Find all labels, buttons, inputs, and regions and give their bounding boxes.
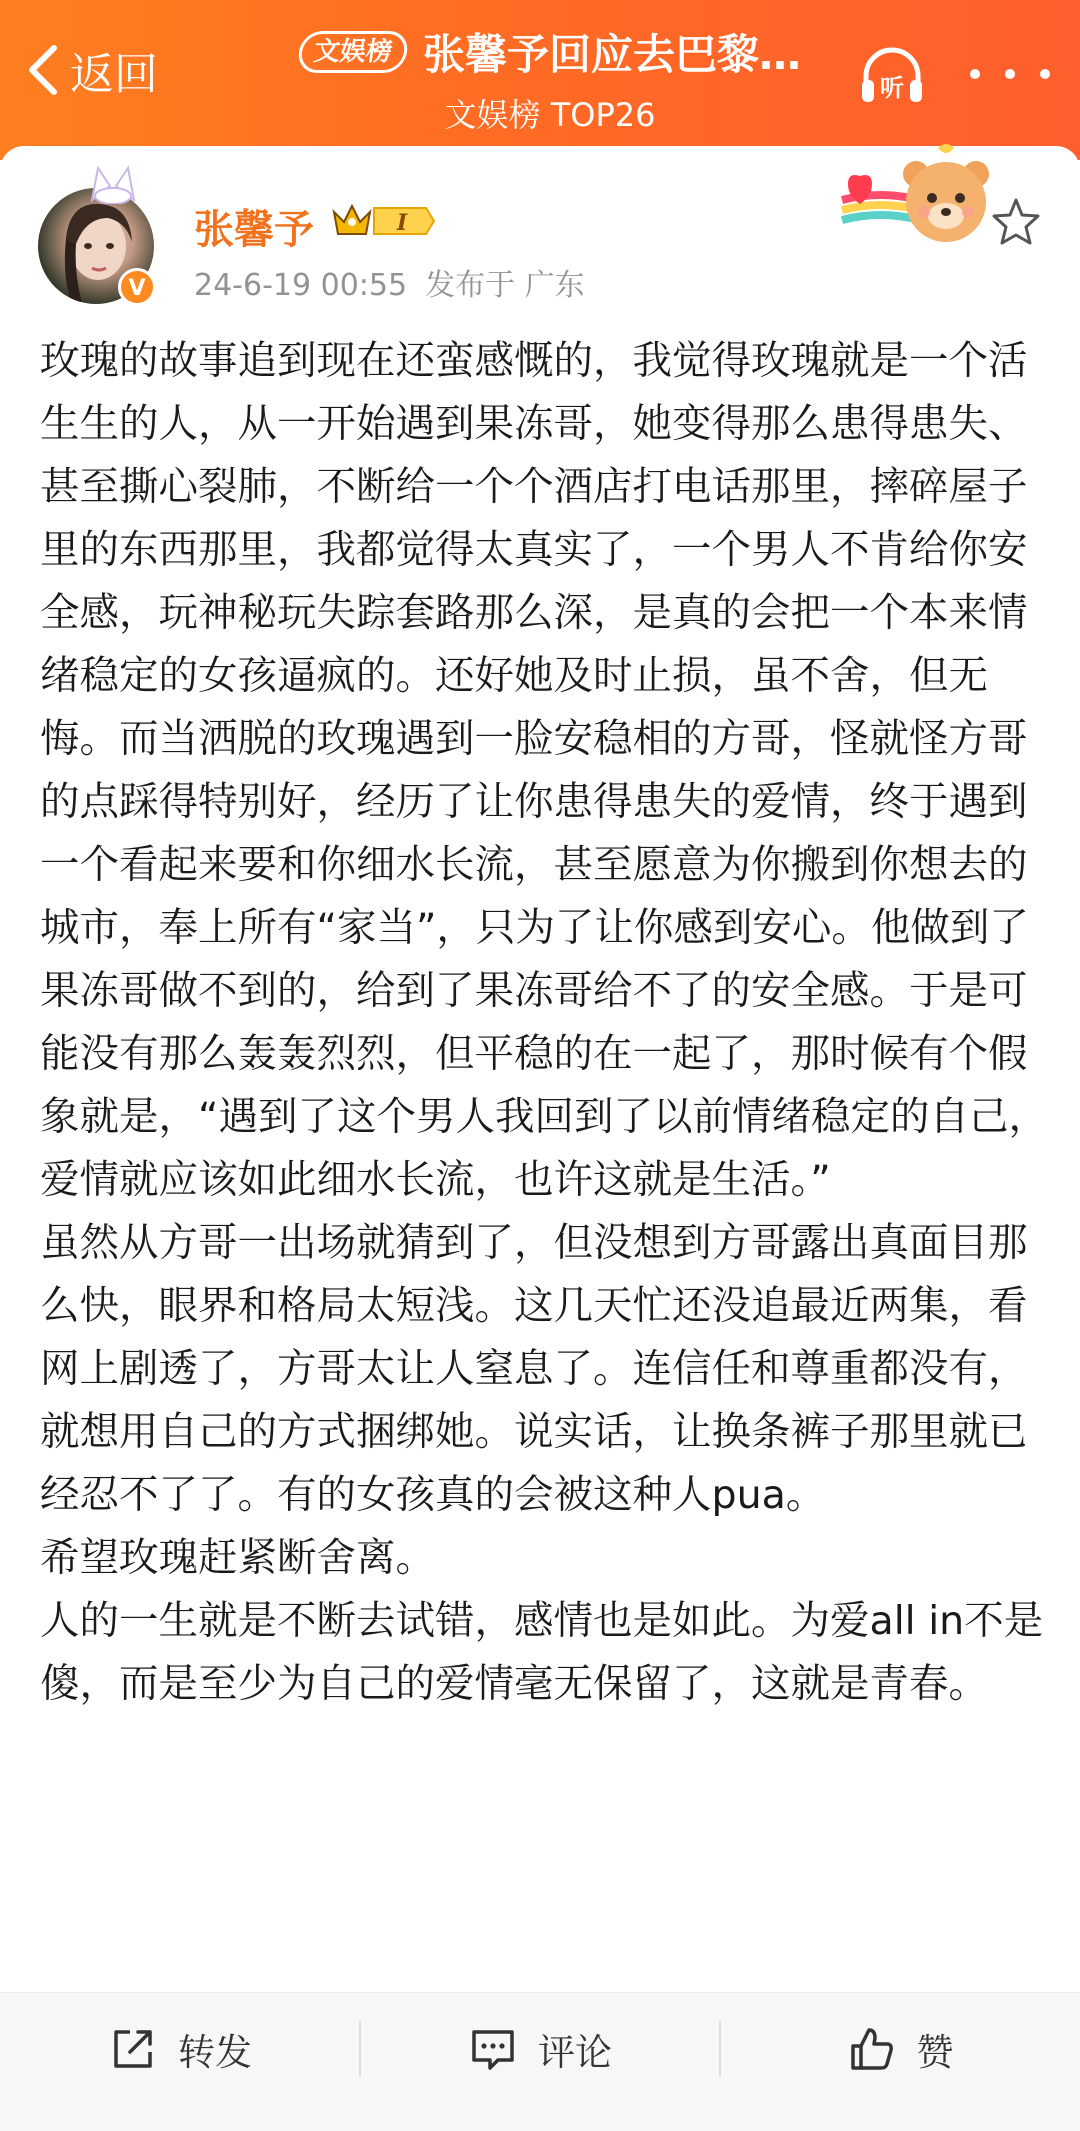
page-subtitle: 文娱榜 TOP26 <box>444 96 656 134</box>
post-paragraph: 玫瑰的故事追到现在还蛮感慨的，我觉得玫瑰就是一个活生生的人，从一开始遇到果冻哥，她变得那么患得患失、甚至撕心裂肺，不断给一个个酒店打电话那里，摔碎屋子里的东西那里，我都觉得太真实了，一个男人不肯给你安全感，玩神秘玩失踪套路那么深，是真的会把一个本来情绪稳定的女孩逼疯的。还好她及时止损，虽不舍，但无悔。而当洒脱的玫瑰遇到一脸安稳相的方哥，怪就怪方哥的点踩得特别好，经历了让你患得患失的爱情，终于遇到一个看起来要和你细水长流，甚至愿意为你搬到你想去的城市，奉上所有“家当”，只为了让你感到安心。他做到了果冻哥做不到的，给到了果冻哥给不了的安全感。于是可能没有那么轰轰烈烈，但平稳的在一起了，那时候有个假象就是，“遇到了这个男人我回到了以前情绪稳定的自己，爱情就应该如此细水长流，也许这就是生活。” <box>40 338 1048 1203</box>
share-out-icon <box>108 2024 158 2074</box>
back-button[interactable] <box>24 36 158 104</box>
more-dots-icon <box>970 69 980 79</box>
ranking-badge: 文娱榜 <box>296 31 410 73</box>
post-time: 24-6-19 00:55 <box>194 268 408 303</box>
vip-level: I <box>396 210 408 236</box>
thumbs-up-icon <box>847 2024 897 2074</box>
header-title-area[interactable] <box>260 22 840 136</box>
chevron-left-icon <box>24 42 64 98</box>
headphones-icon[interactable] <box>856 40 928 112</box>
repost-label: 转发 <box>178 2031 252 2074</box>
post-paragraph: 人的一生就是不断去试错，感情也是如此。为爱all in不是傻，而是至少为自己的爱情毫无保留了，这就是青春。 <box>40 1598 1044 1707</box>
post-paragraph: 希望玫瑰赶紧断舍离。 <box>40 1535 435 1581</box>
avatar[interactable] <box>34 184 158 308</box>
like-label: 赞 <box>916 2031 954 2074</box>
comment-label: 评论 <box>538 2031 612 2074</box>
cat-ears-decoration-icon <box>86 162 140 204</box>
star-outline-icon[interactable] <box>990 196 1042 248</box>
verified-badge: V <box>118 268 156 306</box>
post-paragraph: 虽然从方哥一出场就猜到了，但没想到方哥露出真面目那么快，眼界和格局太短浅。这几天忙还没追最近两集，看网上剧透了，方哥太让人窒息了。连信任和尊重都没有，就想用自己的方式捆绑她。说实话，让换条裤子那里就已经忍不了了。有的女孩真的会被这种人pua。 <box>40 1220 1028 1518</box>
listen-label: 听 <box>880 74 904 102</box>
comment-button[interactable] <box>360 1993 720 2105</box>
more-dot <box>1040 69 1050 79</box>
repost-button[interactable] <box>0 1993 360 2105</box>
top-header <box>0 0 1080 160</box>
post-meta <box>194 260 585 304</box>
bottom-action-bar <box>0 1992 1080 2131</box>
post-location: 发布于 广东 <box>425 268 585 303</box>
more-button[interactable] <box>970 46 1050 102</box>
comment-icon <box>468 2024 518 2074</box>
post-card <box>0 146 1080 1986</box>
like-button[interactable] <box>720 1993 1080 2105</box>
back-label: 返回 <box>70 49 158 100</box>
vip-crown-badge-icon[interactable] <box>330 200 438 242</box>
more-dot <box>1005 69 1015 79</box>
author-name[interactable]: 张馨予 <box>194 207 314 253</box>
page-title: 张馨予回应去巴黎… <box>423 30 802 79</box>
post-content <box>40 330 1050 1716</box>
bear-decoration-icon <box>840 140 1000 250</box>
